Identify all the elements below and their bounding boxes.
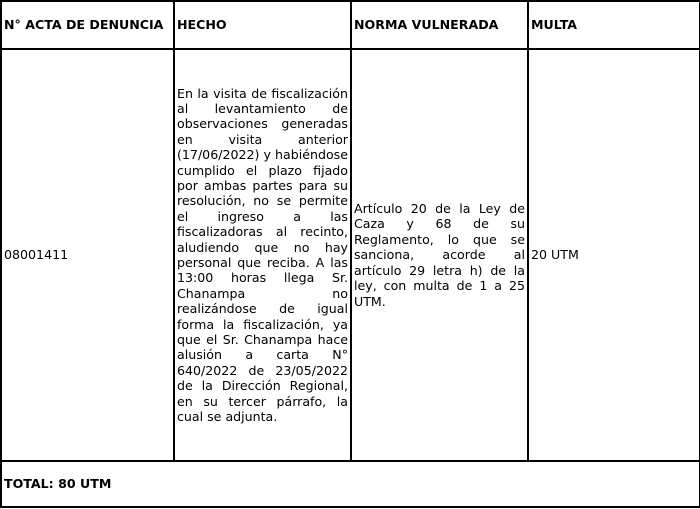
total-row — [1, 461, 700, 507]
header-norma: NORMA VULNERADA — [351, 1, 528, 49]
header-hecho: HECHO — [174, 1, 351, 49]
total-cell: TOTAL: 80 UTM — [1, 461, 700, 507]
hecho-cell: En la visita de fiscalización al levantamiento de observaciones generadas en visita anterior (17/06/2022) y habiéndose cumplido el plazo fijado por ambas partes para su resolución, no se permite el ingreso a las fiscalizadoras al recinto, aludiendo que no hay personal que reciba. A las 13:00 horas llega Sr. Chanampa no realizándose de igual forma la fiscalización, ya que el Sr. Chanampa hace alusión a carta N° 640/2022 de 23/05/2022 de la Dirección Regional, en su tercer párrafo, la cual se adjunta. — [174, 49, 351, 461]
norma-cell: Artículo 20 de la Ley de Caza y 68 de su Reglamento, lo que se sanciona, acorde al artículo 29 letra h) de la ley, con multa de 1 a 25 UTM. — [351, 49, 528, 461]
header-row — [1, 1, 700, 49]
multa-cell: 20 UTM — [528, 49, 700, 461]
table-row — [1, 49, 700, 461]
acta-number-cell: 08001411 — [1, 49, 174, 461]
header-multa: MULTA — [528, 1, 700, 49]
header-acta: N° ACTA DE DENUNCIA — [1, 1, 174, 49]
